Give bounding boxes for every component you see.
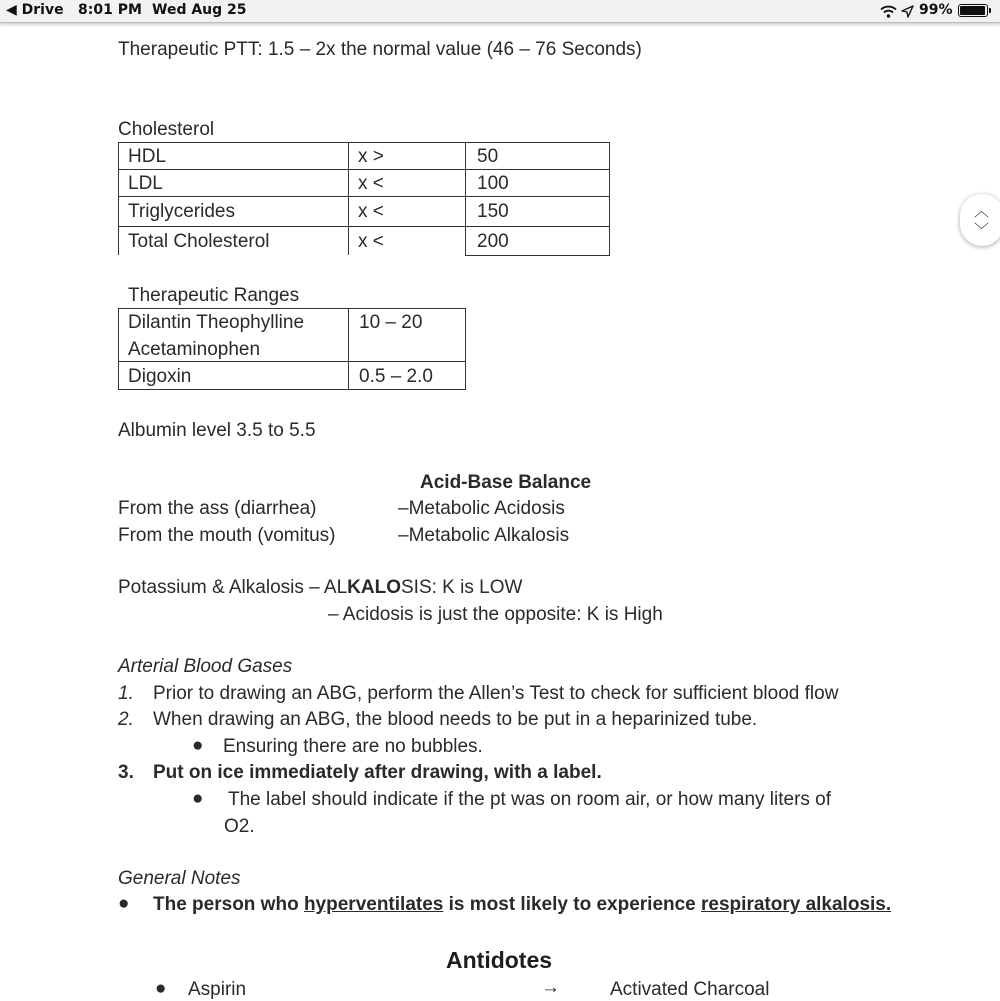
antidotes-title: Antidotes — [446, 947, 553, 973]
wifi-icon — [880, 5, 897, 18]
bullet-icon: ● — [155, 978, 167, 999]
acid-base-cause: From the ass (diarrhea) — [118, 498, 317, 519]
bullet-icon: ● — [118, 893, 130, 914]
acid-base-result: –Metabolic Acidosis — [398, 498, 565, 519]
therapeutic-range-value: 10 – 20 — [359, 312, 423, 333]
cholesterol-row-value: 200 — [477, 231, 509, 252]
cholesterol-row-name: Total Cholesterol — [128, 231, 270, 252]
cholesterol-row-op: x < — [358, 201, 384, 222]
page-scroll-control[interactable] — [960, 194, 1000, 246]
battery-percent: 99% — [919, 2, 953, 18]
acid-base-cause: From the mouth (vomitus) — [118, 525, 336, 546]
chevron-down-icon[interactable]: ﹀ — [974, 221, 990, 239]
ptt-line: Therapeutic PTT: 1.5 – 2x the normal value (46 – 76 Seconds) — [118, 39, 642, 60]
list-number: 2. — [118, 709, 134, 730]
general-notes-title: General Notes — [118, 868, 241, 889]
status-time: 8:01 PM — [78, 2, 142, 18]
cholesterol-row-value: 150 — [477, 201, 509, 222]
arrow-icon: → — [541, 977, 560, 998]
status-date: Wed Aug 25 — [152, 2, 247, 18]
abg-item: Put on ice immediately after drawing, with a label. — [153, 762, 602, 783]
antidote-treatment: Activated Charcoal — [610, 979, 770, 1000]
potassium-line: Potassium & Alkalosis – ALKALOSIS: K is LOW — [118, 577, 523, 598]
therapeutic-ranges-title: Therapeutic Ranges — [128, 285, 300, 306]
abg-subitem: Ensuring there are no bubbles. — [223, 736, 483, 757]
albumin-line: Albumin level 3.5 to 5.5 — [118, 420, 316, 441]
chevron-up-icon[interactable]: ︿ — [974, 202, 990, 220]
status-bar — [0, 0, 1000, 23]
abg-item: When drawing an ABG, the blood needs to be put in a heparinized tube. — [153, 709, 758, 730]
general-note-item: The person who hyperventilates is most likely to experience respiratory alkalosis. — [153, 894, 892, 915]
back-triangle-icon: ◀ — [6, 2, 17, 18]
acid-base-result: –Metabolic Alkalosis — [398, 525, 570, 546]
therapeutic-drug-name: Digoxin — [128, 366, 192, 387]
bullet-icon: ● — [192, 788, 204, 809]
cholesterol-row-name: Triglycerides — [128, 201, 235, 222]
therapeutic-range-value: 0.5 – 2.0 — [359, 366, 433, 387]
battery-icon — [958, 4, 988, 17]
cholesterol-row-name: HDL — [128, 146, 167, 167]
abg-subitem-continued: O2. — [224, 816, 255, 837]
acid-base-title: Acid-Base Balance — [420, 472, 592, 493]
location-arrow-icon — [901, 5, 914, 18]
list-number: 1. — [118, 683, 134, 704]
abg-item: Prior to drawing an ABG, perform the Allen’s Test to check for sufficient blood flow — [153, 683, 839, 704]
cholesterol-row-op: x < — [358, 173, 384, 194]
therapeutic-drug-name: Acetaminophen — [128, 339, 261, 360]
potassium-note: – Acidosis is just the opposite: K is High — [328, 604, 663, 625]
list-number: 3. — [118, 762, 134, 783]
therapeutic-drug-name: Dilantin Theophylline — [128, 312, 305, 333]
cholesterol-row-value: 100 — [477, 173, 509, 194]
cholesterol-title: Cholesterol — [118, 119, 215, 140]
cholesterol-row-op: x > — [358, 146, 384, 167]
cholesterol-row-value: 50 — [477, 146, 499, 167]
abg-subitem: The label should indicate if the pt was on room air, or how many liters of — [228, 789, 832, 810]
abg-title: Arterial Blood Gases — [118, 656, 293, 677]
back-app-label: Drive — [21, 2, 64, 18]
antidote-drug: Aspirin — [188, 979, 247, 1000]
back-to-app-link[interactable] — [6, 2, 64, 18]
bullet-icon: ● — [192, 735, 204, 756]
cholesterol-row-op: x < — [358, 231, 384, 252]
cholesterol-row-name: LDL — [128, 173, 163, 194]
